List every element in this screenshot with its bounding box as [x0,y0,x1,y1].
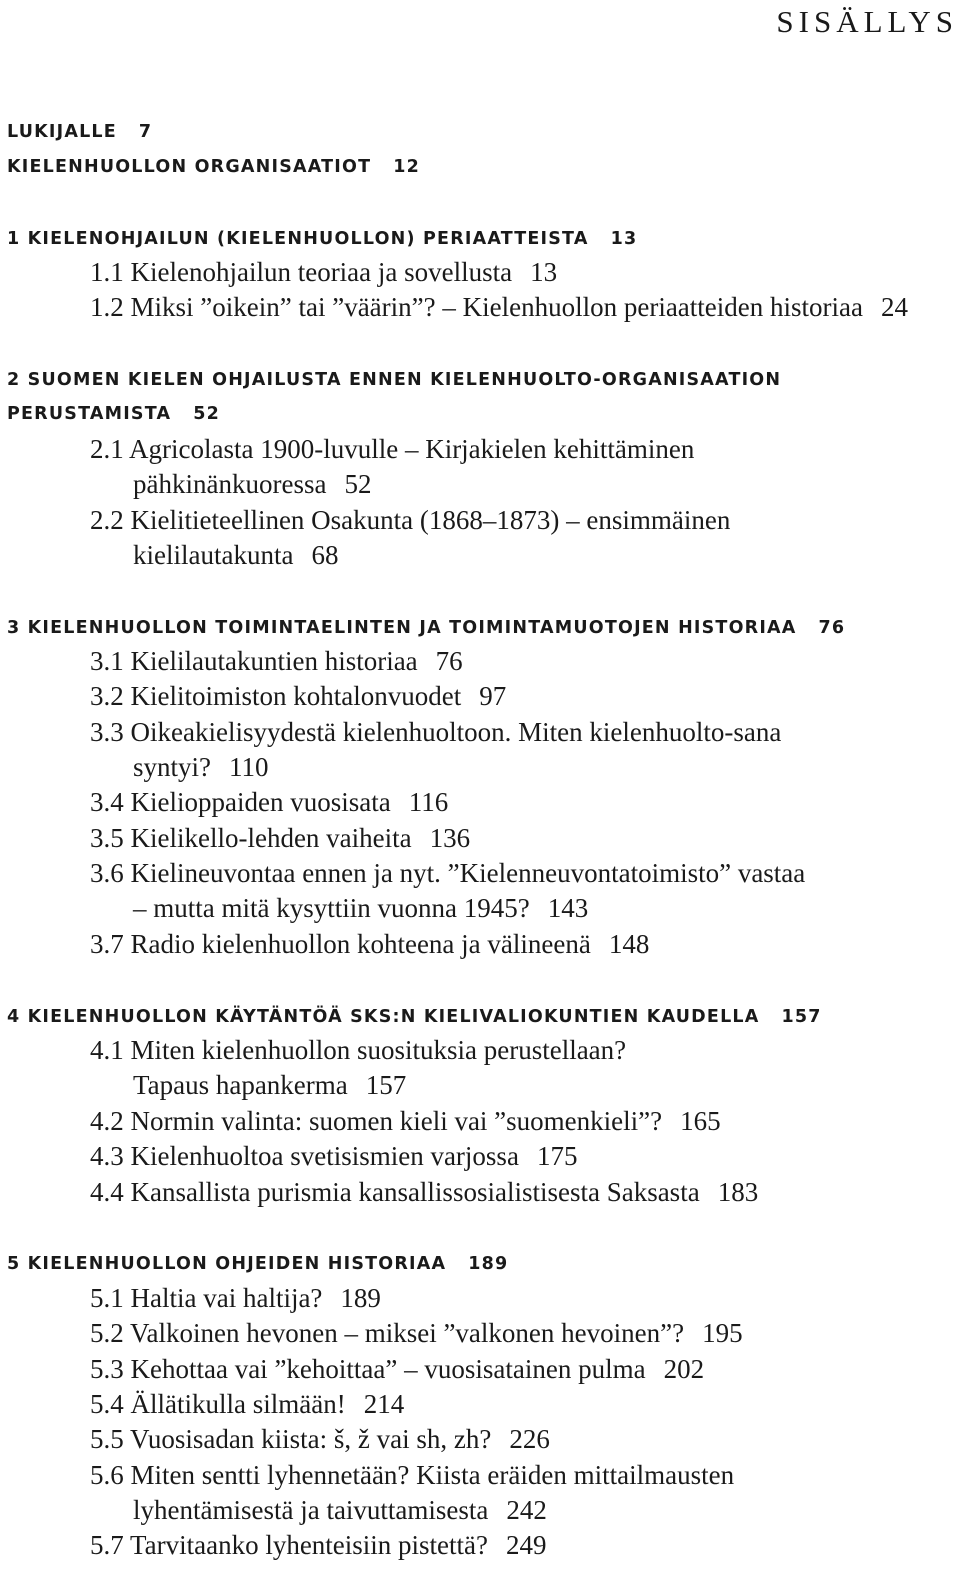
toc-section-entry [90,822,470,854]
toc-page-number: 143 [547,893,589,923]
toc-entry-title: 4.1 Miten kielenhuollon suosituksia perustellaan? [90,1035,627,1065]
toc-entry-title: 3 KIELENHUOLLON TOIMINTAELINTEN JA TOIMINTAMUOTOJEN HISTORIAA [7,618,797,638]
toc-entry-title: 3.5 Kielikello-lehden vaiheita [90,823,412,853]
toc-page-number: 136 [429,823,471,853]
toc-page-number: 76 [818,618,846,638]
toc-page-number: 116 [408,787,449,817]
toc-entry-title: 1 KIELENOHJAILUN (KIELENHUOLLON) PERIAATTEISTA [7,229,589,249]
toc-section-entry [90,256,557,288]
toc-entry-title: 1.2 Miksi ”oikein” tai ”väärin”? – Kielenhuollon periaatteiden historiaa [90,292,863,322]
toc-section-entry [90,1353,704,1385]
toc-page-number: 52 [193,404,221,424]
toc-entry-title: 3.4 Kielioppaiden vuosisata [90,787,391,817]
toc-section-entry-continued [133,468,371,500]
toc-section-entry [90,857,805,889]
toc-entry-title: PERUSTAMISTA [7,404,172,424]
page-title: SISÄLLYS [776,4,958,39]
toc-section-entry [90,291,908,323]
toc-section-entry-continued [133,1069,406,1101]
toc-chapter-heading [7,121,152,143]
toc-entry-title: 4.3 Kielenhuoltoa svetisismien varjossa [90,1141,519,1171]
toc-entry-title: 5.3 Kehottaa vai ”kehoittaa” – vuosisatainen pulma [90,1354,646,1384]
toc-section-entry [90,786,448,818]
toc-section-entry [90,1317,743,1349]
toc-page-number: 68 [311,540,339,570]
toc-entry-title: KIELENHUOLLON ORGANISAATIOT [7,157,372,177]
toc-section-entry [90,1459,734,1491]
toc-entry-title: 5.4 Ällätikulla silmään! [90,1389,346,1419]
toc-page-number: 97 [479,681,507,711]
toc-page-number: 242 [506,1495,547,1525]
toc-section-entry [90,1423,550,1455]
toc-section-entry [90,1388,404,1420]
toc-entry-title: 3.2 Kielitoimiston kohtalonvuodet [90,681,462,711]
toc-page-number: 189 [340,1283,381,1313]
toc-entry-title: LUKIJALLE [7,122,117,142]
toc-chapter-heading [7,1253,508,1275]
toc-page-number: 183 [717,1177,759,1207]
toc-page-number: 76 [435,646,463,676]
toc-page-number: 249 [506,1530,547,1560]
toc-section-entry [90,1034,626,1066]
toc-chapter-heading [7,1006,822,1028]
toc-entry-title: – mutta mitä kysyttiin vuonna 1945? [133,893,530,923]
toc-entry-title: lyhentämisestä ja taivuttamisesta [133,1495,489,1525]
toc-entry-title: 2.1 Agricolasta 1900-luvulle – Kirjakielen kehittäminen [90,434,695,464]
toc-chapter-heading [7,228,637,250]
toc-entry-title: 2 SUOMEN KIELEN OHJAILUSTA ENNEN KIELENHUOLTO-ORGANISAATION [7,370,782,390]
toc-page-number: 148 [608,929,650,959]
toc-section-entry-continued [133,1494,547,1526]
toc-chapter-heading [7,369,781,391]
toc-entry-title: 3.7 Radio kielenhuollon kohteena ja välineenä [90,929,591,959]
toc-page-number: 24 [880,292,908,322]
toc-section-entry [90,645,463,677]
toc-chapter-heading [7,617,845,639]
toc-entry-title: 4 KIELENHUOLLON KÄYTÄNTÖÄ SKS:N KIELIVALIOKUNTIEN KAUDELLA [7,1007,760,1027]
toc-page-number: 165 [680,1106,721,1136]
toc-section-entry [90,433,694,465]
toc-page-number: 52 [344,469,372,499]
toc-entry-title: syntyi? [133,752,211,782]
toc-page-number: 175 [536,1141,578,1171]
toc-entry-title: 3.3 Oikeakielisyydestä kielenhuoltoon. Miten kielenhuolto-sana [90,717,782,747]
toc-page-number: 226 [509,1424,550,1454]
toc-entry-title: 4.2 Normin valinta: suomen kieli vai ”suomenkieli”? [90,1106,663,1136]
toc-entry-title: 5.5 Vuosisadan kiista: š, ž vai sh, zh? [90,1424,492,1454]
toc-section-entry [90,716,781,748]
toc-page-number: 12 [393,157,420,177]
toc-entry-title: 4.4 Kansallista purismia kansallissosialistisesta Saksasta [90,1177,700,1207]
toc-section-entry [90,928,649,960]
toc-section-entry [90,680,506,712]
toc-chapter-heading [7,156,420,178]
toc-chapter-heading-continued [7,403,220,425]
toc-page-number: 189 [468,1254,509,1274]
toc-entry-title: 1.1 Kielenohjailun teoriaa ja sovellusta [90,257,513,287]
toc-entry-title: 3.6 Kielineuvontaa ennen ja nyt. ”Kielenneuvontatoimisto” vastaa [90,858,806,888]
toc-page-number: 157 [365,1070,407,1100]
toc-section-entry [90,1176,758,1208]
toc-section-entry [90,1140,577,1172]
toc-page-number: 195 [702,1318,743,1348]
toc-section-entry-continued [133,892,588,924]
toc-entry-title: Tapaus hapankerma [133,1070,348,1100]
toc-page-number: 157 [781,1007,822,1027]
toc-entry-title: 5.6 Miten sentti lyhennetään? Kiista eräiden mittailmausten [90,1460,735,1490]
toc-page-number: 214 [363,1389,405,1419]
toc-entry-title: 5.7 Tarvitaanko lyhenteisiin pistettä? [90,1530,489,1560]
toc-entry-title: 2.2 Kielitieteellinen Osakunta (1868–1873) – ensimmäinen [90,505,731,535]
toc-entry-title: pähkinänkuoressa [133,469,327,499]
toc-page-number: 202 [663,1354,705,1384]
toc-entry-title: 3.1 Kielilautakuntien historiaa [90,646,418,676]
toc-section-entry-continued [133,751,269,783]
toc-entry-title: kielilautakunta [133,540,294,570]
toc-section-entry [90,1282,381,1314]
toc-section-entry-continued [133,539,338,571]
toc-page-number: 13 [530,257,558,287]
toc-section-entry [90,1529,547,1561]
toc-section-entry [90,504,730,536]
toc-entry-title: 5.1 Haltia vai haltija? [90,1283,323,1313]
toc-entry-title: 5 KIELENHUOLLON OHJEIDEN HISTORIAA [7,1254,447,1274]
toc-page-number: 7 [138,122,153,142]
toc-entry-title: 5.2 Valkoinen hevonen – miksei ”valkonen hevoinen”? [90,1318,685,1348]
toc-page-number: 110 [229,752,269,782]
toc-section-entry [90,1105,721,1137]
toc-page-number: 13 [610,229,638,249]
